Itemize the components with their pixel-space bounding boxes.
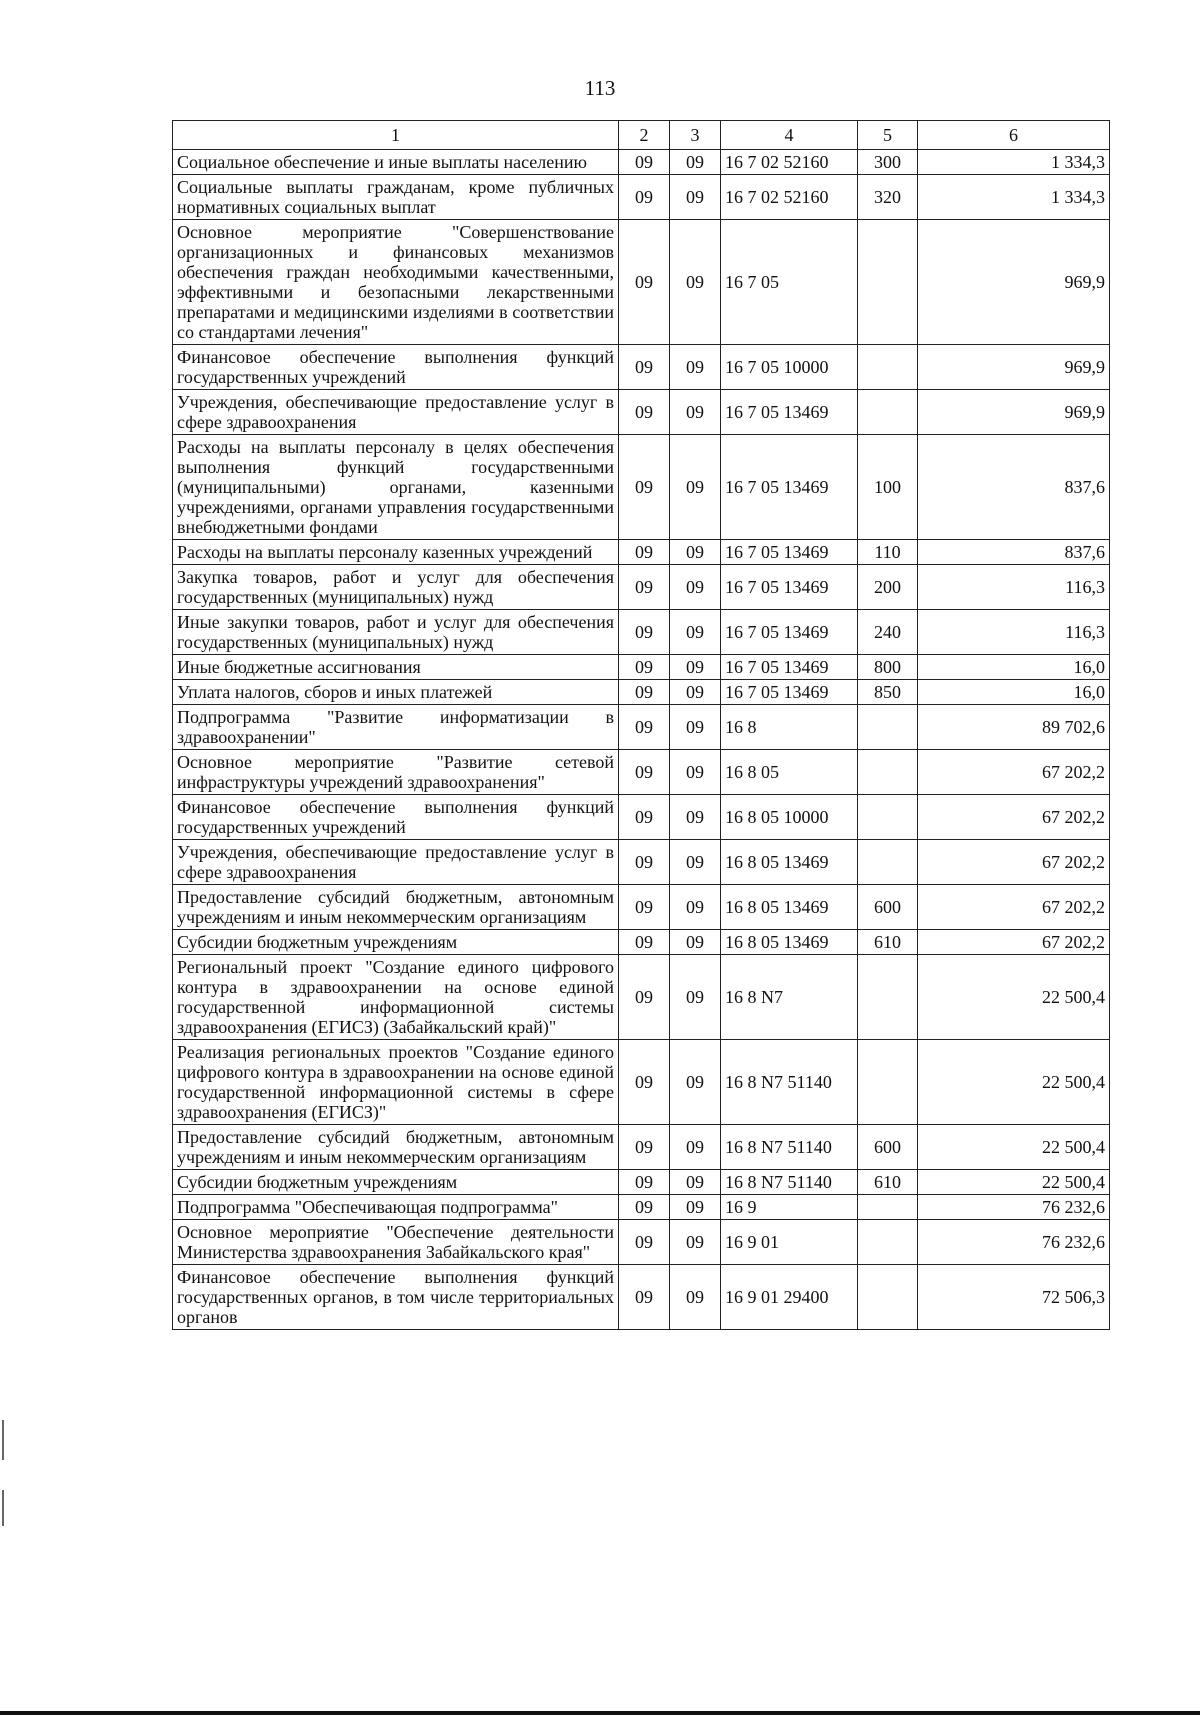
- target-article-code-cell: 16 7 05 13469: [721, 680, 858, 705]
- amount-cell: 116,3: [918, 565, 1110, 610]
- amount-cell: 76 232,6: [918, 1220, 1110, 1265]
- target-article-code-cell: 16 7 05 13469: [721, 565, 858, 610]
- item-name-cell: Основное мероприятие "Обеспечение деятельности Министерства здравоохранения Забайкальского края": [173, 1220, 619, 1265]
- table-row: [173, 390, 1110, 435]
- section-code-cell: 09: [619, 1125, 670, 1170]
- table-row: [173, 175, 1110, 220]
- item-name-cell: Основное мероприятие "Совершенствование организационных и финансовых механизмов обеспечения граждан необходимыми качественными, эффективными и безопасными лекарственными препаратами и медицинскими изделиями в соответствии со стандартами лечения": [173, 220, 619, 345]
- target-article-code-cell: 16 7 05 13469: [721, 655, 858, 680]
- target-article-code-cell: 16 7 05 13469: [721, 540, 858, 565]
- table-row: [173, 220, 1110, 345]
- table-row: [173, 655, 1110, 680]
- header-col-5: 5: [858, 121, 918, 150]
- expense-type-code-cell: 100: [858, 435, 918, 540]
- expense-type-code-cell: [858, 220, 918, 345]
- subsection-code-cell: 09: [670, 345, 721, 390]
- section-code-cell: 09: [619, 655, 670, 680]
- subsection-code-cell: 09: [670, 655, 721, 680]
- expense-type-code-cell: 600: [858, 885, 918, 930]
- section-code-cell: 09: [619, 795, 670, 840]
- target-article-code-cell: 16 9 01: [721, 1220, 858, 1265]
- header-col-3: 3: [670, 121, 721, 150]
- table-row: [173, 435, 1110, 540]
- section-code-cell: 09: [619, 435, 670, 540]
- scan-artifact: [2, 1490, 4, 1526]
- table-row: [173, 680, 1110, 705]
- expense-type-code-cell: [858, 795, 918, 840]
- subsection-code-cell: 09: [670, 1040, 721, 1125]
- item-name-cell: Субсидии бюджетным учреждениям: [173, 930, 619, 955]
- amount-cell: 837,6: [918, 435, 1110, 540]
- subsection-code-cell: 09: [670, 1265, 721, 1330]
- subsection-code-cell: 09: [670, 540, 721, 565]
- table-row: [173, 1265, 1110, 1330]
- section-code-cell: 09: [619, 1170, 670, 1195]
- target-article-code-cell: 16 7 05 13469: [721, 610, 858, 655]
- item-name-cell: Подпрограмма "Обеспечивающая подпрограмма": [173, 1195, 619, 1220]
- expense-type-code-cell: 300: [858, 150, 918, 175]
- scan-artifact: [2, 1420, 4, 1460]
- subsection-code-cell: 09: [670, 930, 721, 955]
- item-name-cell: Реализация региональных проектов "Создание единого цифрового контура в здравоохранении на основе единой государственной информационной системы в сфере здравоохранения (ЕГИСЗ)": [173, 1040, 619, 1125]
- table-row: [173, 1040, 1110, 1125]
- section-code-cell: 09: [619, 610, 670, 655]
- item-name-cell: Региональный проект "Создание единого цифрового контура в здравоохранении на основе единой государственной информационной системы здравоохранения (ЕГИСЗ) (Забайкальский край)": [173, 955, 619, 1040]
- subsection-code-cell: 09: [670, 1195, 721, 1220]
- amount-cell: 969,9: [918, 390, 1110, 435]
- subsection-code-cell: 09: [670, 390, 721, 435]
- amount-cell: 67 202,2: [918, 840, 1110, 885]
- target-article-code-cell: 16 8 05 10000: [721, 795, 858, 840]
- header-col-1: 1: [173, 121, 619, 150]
- amount-cell: 67 202,2: [918, 750, 1110, 795]
- table-row: [173, 610, 1110, 655]
- target-article-code-cell: 16 7 05: [721, 220, 858, 345]
- subsection-code-cell: 09: [670, 175, 721, 220]
- item-name-cell: Субсидии бюджетным учреждениям: [173, 1170, 619, 1195]
- header-col-2: 2: [619, 121, 670, 150]
- amount-cell: 76 232,6: [918, 1195, 1110, 1220]
- amount-cell: 67 202,2: [918, 795, 1110, 840]
- section-code-cell: 09: [619, 540, 670, 565]
- table-row: [173, 150, 1110, 175]
- amount-cell: 67 202,2: [918, 885, 1110, 930]
- table-row: [173, 705, 1110, 750]
- expense-type-code-cell: [858, 955, 918, 1040]
- subsection-code-cell: 09: [670, 435, 721, 540]
- expense-type-code-cell: [858, 1265, 918, 1330]
- subsection-code-cell: 09: [670, 955, 721, 1040]
- item-name-cell: Учреждения, обеспечивающие предоставление услуг в сфере здравоохранения: [173, 390, 619, 435]
- section-code-cell: 09: [619, 840, 670, 885]
- table-row: [173, 345, 1110, 390]
- expense-type-code-cell: [858, 840, 918, 885]
- target-article-code-cell: 16 9 01 29400: [721, 1265, 858, 1330]
- expense-type-code-cell: [858, 345, 918, 390]
- item-name-cell: Социальные выплаты гражданам, кроме публичных нормативных социальных выплат: [173, 175, 619, 220]
- subsection-code-cell: 09: [670, 1125, 721, 1170]
- amount-cell: 67 202,2: [918, 930, 1110, 955]
- subsection-code-cell: 09: [670, 610, 721, 655]
- section-code-cell: 09: [619, 150, 670, 175]
- target-article-code-cell: 16 8 05 13469: [721, 885, 858, 930]
- table-row: [173, 750, 1110, 795]
- table-row: [173, 1170, 1110, 1195]
- subsection-code-cell: 09: [670, 840, 721, 885]
- table-row: [173, 955, 1110, 1040]
- target-article-code-cell: 16 8 05 13469: [721, 840, 858, 885]
- target-article-code-cell: 16 8 05: [721, 750, 858, 795]
- table-row: [173, 1195, 1110, 1220]
- amount-cell: 116,3: [918, 610, 1110, 655]
- subsection-code-cell: 09: [670, 150, 721, 175]
- item-name-cell: Предоставление субсидий бюджетным, автономным учреждениям и иным некоммерческим организациям: [173, 885, 619, 930]
- header-col-4: 4: [721, 121, 858, 150]
- target-article-code-cell: 16 8 N7 51140: [721, 1170, 858, 1195]
- table-row: [173, 540, 1110, 565]
- expense-type-code-cell: [858, 390, 918, 435]
- subsection-code-cell: 09: [670, 705, 721, 750]
- table-row: [173, 1220, 1110, 1265]
- section-code-cell: 09: [619, 1265, 670, 1330]
- amount-cell: 1 334,3: [918, 175, 1110, 220]
- section-code-cell: 09: [619, 680, 670, 705]
- expense-type-code-cell: [858, 750, 918, 795]
- target-article-code-cell: 16 7 05 13469: [721, 390, 858, 435]
- header-row: [173, 121, 1110, 150]
- item-name-cell: Уплата налогов, сборов и иных платежей: [173, 680, 619, 705]
- item-name-cell: Расходы на выплаты персоналу в целях обеспечения выполнения функций государственными (муниципальными) органами, казенными учреждениями, органами управления государственными внебюджетными фондами: [173, 435, 619, 540]
- expense-type-code-cell: 320: [858, 175, 918, 220]
- table-row: [173, 930, 1110, 955]
- target-article-code-cell: 16 8 05 13469: [721, 930, 858, 955]
- expense-type-code-cell: 110: [858, 540, 918, 565]
- section-code-cell: 09: [619, 390, 670, 435]
- section-code-cell: 09: [619, 955, 670, 1040]
- expense-type-code-cell: 610: [858, 930, 918, 955]
- amount-cell: 22 500,4: [918, 955, 1110, 1040]
- target-article-code-cell: 16 8 N7 51140: [721, 1040, 858, 1125]
- section-code-cell: 09: [619, 705, 670, 750]
- item-name-cell: Финансовое обеспечение выполнения функций государственных учреждений: [173, 345, 619, 390]
- amount-cell: 72 506,3: [918, 1265, 1110, 1330]
- amount-cell: 22 500,4: [918, 1170, 1110, 1195]
- expense-type-code-cell: [858, 1220, 918, 1265]
- amount-cell: 969,9: [918, 220, 1110, 345]
- amount-cell: 969,9: [918, 345, 1110, 390]
- target-article-code-cell: 16 7 02 52160: [721, 175, 858, 220]
- subsection-code-cell: 09: [670, 1220, 721, 1265]
- budget-table: [172, 120, 1110, 1330]
- item-name-cell: Финансовое обеспечение выполнения функций государственных учреждений: [173, 795, 619, 840]
- expense-type-code-cell: 600: [858, 1125, 918, 1170]
- header-col-6: 6: [918, 121, 1110, 150]
- subsection-code-cell: 09: [670, 750, 721, 795]
- target-article-code-cell: 16 7 05 13469: [721, 435, 858, 540]
- amount-cell: 837,6: [918, 540, 1110, 565]
- item-name-cell: Основное мероприятие "Развитие сетевой инфраструктуры учреждений здравоохранения": [173, 750, 619, 795]
- section-code-cell: 09: [619, 930, 670, 955]
- target-article-code-cell: 16 7 05 10000: [721, 345, 858, 390]
- target-article-code-cell: 16 9: [721, 1195, 858, 1220]
- section-code-cell: 09: [619, 750, 670, 795]
- section-code-cell: 09: [619, 175, 670, 220]
- page-number: 113: [584, 76, 616, 100]
- section-code-cell: 09: [619, 885, 670, 930]
- section-code-cell: 09: [619, 1040, 670, 1125]
- scan-bottom-edge: [0, 1711, 1200, 1715]
- table-body: [173, 150, 1110, 1330]
- subsection-code-cell: 09: [670, 885, 721, 930]
- expense-type-code-cell: 850: [858, 680, 918, 705]
- target-article-code-cell: 16 8 N7 51140: [721, 1125, 858, 1170]
- subsection-code-cell: 09: [670, 220, 721, 345]
- item-name-cell: Учреждения, обеспечивающие предоставление услуг в сфере здравоохранения: [173, 840, 619, 885]
- expense-type-code-cell: [858, 1040, 918, 1125]
- expense-type-code-cell: [858, 1195, 918, 1220]
- target-article-code-cell: 16 8: [721, 705, 858, 750]
- item-name-cell: Предоставление субсидий бюджетным, автономным учреждениям и иным некоммерческим организациям: [173, 1125, 619, 1170]
- item-name-cell: Иные закупки товаров, работ и услуг для обеспечения государственных (муниципальных) нужд: [173, 610, 619, 655]
- item-name-cell: Закупка товаров, работ и услуг для обеспечения государственных (муниципальных) нужд: [173, 565, 619, 610]
- section-code-cell: 09: [619, 220, 670, 345]
- subsection-code-cell: 09: [670, 680, 721, 705]
- subsection-code-cell: 09: [670, 795, 721, 840]
- expense-type-code-cell: 200: [858, 565, 918, 610]
- item-name-cell: Иные бюджетные ассигнования: [173, 655, 619, 680]
- table-row: [173, 840, 1110, 885]
- section-code-cell: 09: [619, 1195, 670, 1220]
- section-code-cell: 09: [619, 345, 670, 390]
- target-article-code-cell: 16 7 02 52160: [721, 150, 858, 175]
- amount-cell: 22 500,4: [918, 1040, 1110, 1125]
- amount-cell: 89 702,6: [918, 705, 1110, 750]
- amount-cell: 1 334,3: [918, 150, 1110, 175]
- item-name-cell: Финансовое обеспечение выполнения функций государственных органов, в том числе территориальных органов: [173, 1265, 619, 1330]
- expense-type-code-cell: 800: [858, 655, 918, 680]
- expense-type-code-cell: [858, 705, 918, 750]
- item-name-cell: Расходы на выплаты персоналу казенных учреждений: [173, 540, 619, 565]
- section-code-cell: 09: [619, 1220, 670, 1265]
- target-article-code-cell: 16 8 N7: [721, 955, 858, 1040]
- subsection-code-cell: 09: [670, 1170, 721, 1195]
- item-name-cell: Подпрограмма "Развитие информатизации в здравоохранении": [173, 705, 619, 750]
- expense-type-code-cell: 240: [858, 610, 918, 655]
- amount-cell: 16,0: [918, 655, 1110, 680]
- subsection-code-cell: 09: [670, 565, 721, 610]
- amount-cell: 22 500,4: [918, 1125, 1110, 1170]
- table-row: [173, 565, 1110, 610]
- table-row: [173, 795, 1110, 840]
- item-name-cell: Социальное обеспечение и иные выплаты населению: [173, 150, 619, 175]
- amount-cell: 16,0: [918, 680, 1110, 705]
- section-code-cell: 09: [619, 565, 670, 610]
- expense-type-code-cell: 610: [858, 1170, 918, 1195]
- table-row: [173, 1125, 1110, 1170]
- table-row: [173, 885, 1110, 930]
